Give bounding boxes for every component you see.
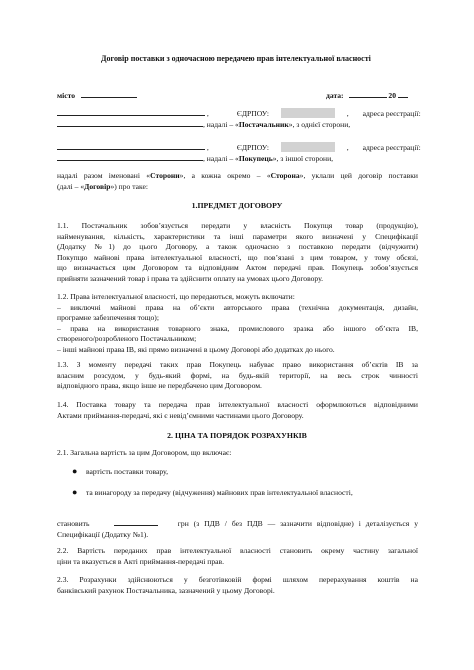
- bullet-icon: ●: [72, 487, 78, 497]
- party2-role-prefix: , надалі – «: [203, 154, 239, 163]
- party1-role-prefix: , надалі – «: [203, 120, 239, 129]
- party1-role: Постачальник: [238, 120, 289, 129]
- section1-heading: 1.ПРЕДМЕТ ДОГОВОРУ: [191, 201, 283, 210]
- preamble: [57, 171, 418, 192]
- clause-2-2: 2.2. Вартість переданих прав інтелектуальної власності становить окрему частину загальної ціни та вказується в Акті приймання-передачі прав.: [57, 546, 418, 566]
- bullet-item-2: та винагороду за передачу (відчуження) майнових прав інтелектуальної власності,: [86, 488, 353, 497]
- party2-edrpou-label: ЄДРПОУ:: [236, 143, 269, 152]
- place-row: [57, 89, 137, 102]
- bullet-icon: ●: [72, 466, 78, 476]
- clause-1-4: 1.4. Поставка товару та передача прав інтелектуальної власності оформлюються відповідними Актами приймання-передачі, які є невід’ємними частинами цього Договору.: [57, 400, 418, 420]
- party1-line1: , ЄДРПОУ: , адреса реєстрації:: [57, 107, 421, 120]
- place-label: місто: [57, 91, 76, 100]
- party1-edrpou-field[interactable]: [281, 108, 335, 118]
- party2-line1: , ЄДРПОУ: , адреса реєстрації:: [57, 141, 421, 154]
- party2-role-suffix: », з іншої сторони,: [272, 154, 334, 163]
- date-blank[interactable]: [349, 89, 387, 98]
- clause-2-1: 2.1. Загальна вартість за цим Договором, що включає:: [57, 448, 232, 457]
- party2-line2: [57, 152, 333, 165]
- date-label: дата:: [326, 91, 344, 100]
- clause-1-2: 1.2. Права інтелектуальної власності, що передаються, можуть включати: – виключні майнові права на об’єкти авторського права (технічна документація, дизайн, програмне забезпечення тощо); – права на використання товарного знака, промислового зразка або іншого об’єкта ІВ, створеного/розробленого Постачальником; – інші майнові права ІВ, які прямо визначені в цьому Договорі або додатках до нього.: [57, 292, 418, 354]
- party1-name-blank[interactable]: [57, 107, 205, 116]
- party1-line2: [57, 118, 350, 131]
- year-blank[interactable]: [398, 89, 408, 98]
- party1-edrpou-label: ЄДРПОУ:: [236, 109, 269, 118]
- date-row: [326, 89, 408, 102]
- clause-1-1: 1.1. Постачальник зобов’язується передати у власність Покупця товар (продукцію), найменування, кількість, характеристики та інші параметри якого визначені у Специфікації (Додатку №1) до цього Договору, а також одночасно з поставкою передати (відчужити) Покупцю майнові права інтелектуальної власності, що пов’язані з цим товаром, у тому обсязі, що визначається цим Договором та відповідним Актом передачі прав. Покупець зобов’язується прийняти зазначений товар і права та здійснити оплату на умовах цього Договору.: [57, 221, 418, 283]
- section2-heading: 2. ЦІНА ТА ПОРЯДОК РОЗРАХУНКІВ: [167, 431, 307, 440]
- party2-address-label: адреса реєстрації:: [362, 143, 421, 152]
- party2-edrpou-field[interactable]: [281, 142, 335, 152]
- party1-address-blank[interactable]: [57, 118, 203, 127]
- document-title: Договір поставки з одночасною передачею прав інтелектуальної власності: [101, 54, 371, 63]
- preamble-line2: (далі – «Договір») про таке:: [57, 181, 148, 191]
- clause-1-3: 1.3. З моменту передачі таких прав Покупець набуває право використання об’єктів ІВ за власним розсудом, у будь-який формі, на будь-якій території, на весь строк чинності відповідного права, якщо інше не передбачено цим Договором.: [57, 360, 418, 391]
- price-line2: Специфікації (Додатку №1).: [57, 529, 149, 539]
- party1-role-suffix: », з однієї сторони,: [288, 120, 351, 129]
- bullet-item-1: вартість поставки товару,: [86, 467, 168, 476]
- party1-address-label: адреса реєстрації:: [362, 109, 421, 118]
- clause-2-3: 2.3. Розрахунки здійснюються у безготівковій формі шляхом перерахування коштів на банківський рахунок Постачальника, зазначений у цьому Договорі.: [57, 575, 418, 595]
- party2-role: Покупець: [238, 154, 273, 163]
- party2-name-blank[interactable]: [57, 141, 205, 150]
- price-line1: становить грн (з ПДВ / без ПДВ — зазначити відповідне) і деталізується у: [57, 519, 418, 528]
- price-clause: [57, 517, 418, 540]
- date-year: 20: [388, 91, 396, 100]
- place-blank[interactable]: [81, 89, 137, 98]
- price-blank[interactable]: [114, 517, 158, 526]
- preamble-line1: надалі разом іменовані «Сторони», а кожна окремо – «Сторона», уклали цей договір поставки: [57, 171, 418, 180]
- party2-address-blank[interactable]: [57, 152, 203, 161]
